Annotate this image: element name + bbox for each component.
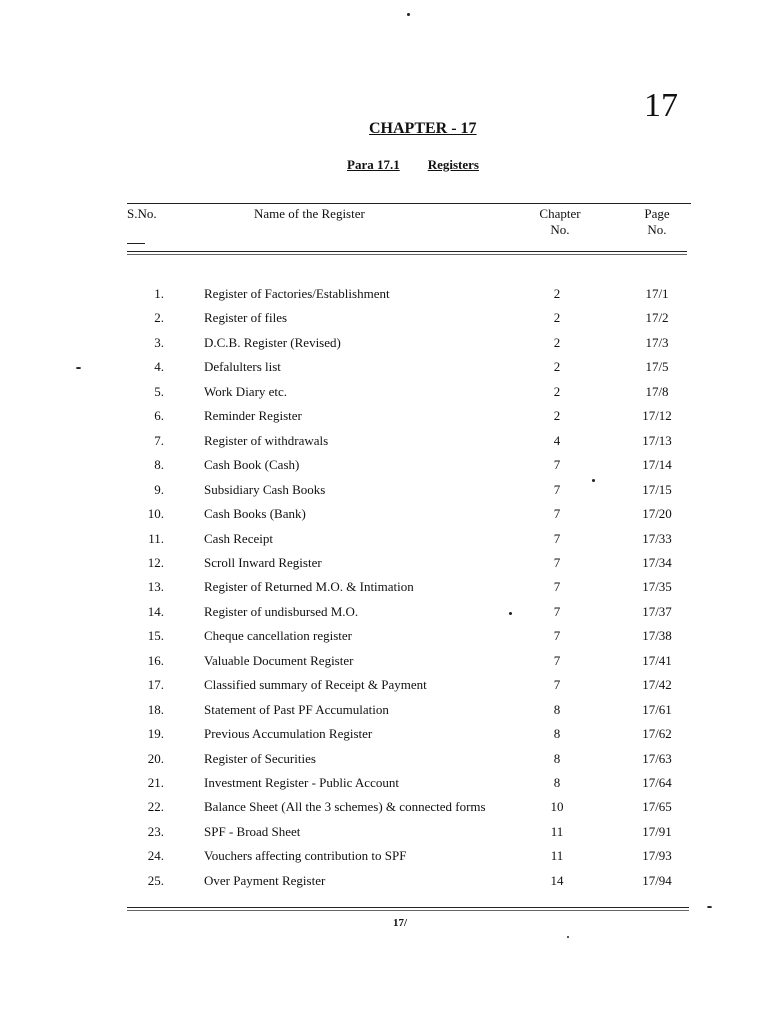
row-sno: 19. bbox=[147, 726, 164, 742]
table-row bbox=[0, 579, 768, 603]
row-register-name: Subsidiary Cash Books bbox=[204, 481, 326, 497]
row-page-no: 17/3 bbox=[645, 334, 669, 350]
table-row bbox=[0, 408, 768, 432]
row-sno: 11. bbox=[148, 530, 164, 546]
row-chapter-no: 11 bbox=[550, 823, 564, 839]
row-sno: 4. bbox=[154, 359, 164, 375]
row-register-name: Cash Book (Cash) bbox=[204, 457, 300, 473]
row-sno: 14. bbox=[147, 603, 164, 619]
row-register-name: Over Payment Register bbox=[204, 872, 326, 888]
row-page-no: 17/91 bbox=[642, 823, 672, 839]
table-row bbox=[0, 775, 768, 799]
row-chapter-no: 14 bbox=[550, 872, 564, 888]
para-number: Para 17.1 bbox=[347, 157, 400, 172]
row-register-name: Register of Factories/Establishment bbox=[204, 286, 390, 301]
row-sno: 12. bbox=[147, 554, 164, 570]
row-chapter-no: 7 bbox=[553, 579, 561, 595]
table-row bbox=[0, 384, 768, 408]
row-register-name: Register of undisbursed M.O. bbox=[204, 603, 359, 619]
table-bottom-rule-2 bbox=[127, 910, 689, 911]
row-register-name: Investment Register - Public Account bbox=[204, 775, 399, 790]
header-page-line2: No. bbox=[647, 222, 667, 237]
row-chapter-no: 7 bbox=[553, 457, 561, 473]
row-chapter-no: 4 bbox=[553, 432, 561, 448]
table-row bbox=[0, 702, 768, 726]
header-page-line1: Page bbox=[644, 206, 670, 221]
row-sno: 9. bbox=[154, 481, 164, 497]
header-chapter bbox=[527, 206, 593, 238]
row-page-no: 17/12 bbox=[642, 408, 672, 424]
scan-speck bbox=[592, 479, 595, 482]
row-chapter-no: 2 bbox=[553, 334, 561, 350]
row-page-no: 17/93 bbox=[642, 848, 672, 864]
table-row bbox=[0, 848, 768, 872]
row-page-no: 17/64 bbox=[642, 775, 672, 790]
row-chapter-no: 10 bbox=[550, 799, 564, 815]
row-page-no: 17/5 bbox=[645, 359, 669, 375]
row-sno: 5. bbox=[154, 383, 164, 399]
row-register-name: Register of Securities bbox=[204, 750, 316, 766]
para-title: Registers bbox=[427, 157, 479, 172]
row-register-name: Reminder Register bbox=[204, 408, 302, 424]
table-row bbox=[0, 335, 768, 359]
row-sno: 6. bbox=[154, 408, 164, 424]
table-row bbox=[0, 726, 768, 750]
table-bottom-rule bbox=[127, 907, 689, 908]
row-page-no: 17/13 bbox=[642, 432, 672, 448]
header-bottom-rule bbox=[127, 251, 687, 252]
row-page-no: 17/20 bbox=[642, 506, 672, 522]
row-sno: 21. bbox=[147, 775, 164, 790]
row-chapter-no: 7 bbox=[553, 506, 561, 522]
table-row bbox=[0, 653, 768, 677]
row-sno: 23. bbox=[147, 823, 164, 839]
table-row bbox=[0, 531, 768, 555]
table-row bbox=[0, 604, 768, 628]
header-sno: S.No. bbox=[127, 206, 157, 221]
row-chapter-no: 8 bbox=[553, 750, 561, 766]
row-page-no: 17/34 bbox=[642, 554, 672, 570]
table-top-rule bbox=[127, 203, 691, 204]
row-chapter-no: 7 bbox=[553, 554, 561, 570]
row-page-no: 17/94 bbox=[642, 872, 672, 888]
row-page-no: 17/15 bbox=[642, 481, 672, 497]
row-chapter-no: 7 bbox=[553, 652, 561, 668]
row-page-no: 17/33 bbox=[642, 530, 672, 546]
row-register-name: Cash Books (Bank) bbox=[204, 506, 306, 522]
row-register-name: Valuable Document Register bbox=[204, 652, 354, 668]
table-row bbox=[0, 286, 768, 310]
page-number: 17 bbox=[644, 87, 678, 124]
row-page-no: 17/62 bbox=[642, 726, 672, 742]
table-row bbox=[0, 506, 768, 530]
header-name: Name of the Register bbox=[254, 206, 365, 221]
scan-speck bbox=[707, 906, 712, 908]
row-register-name: Previous Accumulation Register bbox=[204, 726, 373, 742]
header-bottom-rule-2 bbox=[127, 254, 687, 255]
row-chapter-no: 7 bbox=[553, 481, 561, 497]
row-sno: 15. bbox=[147, 628, 164, 644]
row-register-name: Statement of Past PF Accumulation bbox=[204, 701, 389, 717]
row-chapter-no: 7 bbox=[553, 677, 561, 693]
row-page-no: 17/1 bbox=[645, 286, 669, 301]
row-sno: 22. bbox=[147, 799, 164, 815]
footer-page-label: 17/ bbox=[392, 917, 408, 929]
header-chapter-line1: Chapter bbox=[539, 206, 581, 221]
row-register-name: D.C.B. Register (Revised) bbox=[204, 334, 341, 350]
row-register-name: SPF - Broad Sheet bbox=[204, 823, 301, 839]
row-sno: 18. bbox=[147, 701, 164, 717]
scan-speck bbox=[407, 13, 410, 16]
row-chapter-no: 8 bbox=[553, 775, 561, 790]
row-chapter-no: 7 bbox=[553, 628, 561, 644]
row-chapter-no: 11 bbox=[550, 848, 564, 864]
scan-speck bbox=[76, 367, 81, 369]
table-row bbox=[0, 751, 768, 775]
row-register-name: Scroll Inward Register bbox=[204, 554, 322, 570]
scan-speck bbox=[509, 612, 512, 615]
table-row bbox=[0, 628, 768, 652]
row-sno: 24. bbox=[147, 848, 164, 864]
table-row bbox=[0, 873, 768, 897]
row-page-no: 17/65 bbox=[642, 799, 672, 815]
row-sno: 13. bbox=[147, 579, 164, 595]
row-chapter-no: 2 bbox=[553, 359, 561, 375]
row-chapter-no: 2 bbox=[553, 286, 561, 301]
table-row bbox=[0, 824, 768, 848]
row-chapter-no: 7 bbox=[553, 603, 561, 619]
table-row bbox=[0, 555, 768, 579]
scan-speck bbox=[567, 936, 569, 938]
row-register-name: Balance Sheet (All the 3 schemes) & connected forms bbox=[204, 799, 486, 815]
row-page-no: 17/38 bbox=[642, 628, 672, 644]
table-row bbox=[0, 799, 768, 823]
row-page-no: 17/41 bbox=[642, 652, 672, 668]
table-row bbox=[0, 482, 768, 506]
row-sno: 3. bbox=[154, 334, 164, 350]
row-page-no: 17/8 bbox=[645, 383, 669, 399]
row-sno: 10. bbox=[147, 506, 164, 522]
table-row bbox=[0, 677, 768, 701]
row-chapter-no: 2 bbox=[553, 408, 561, 424]
row-page-no: 17/37 bbox=[642, 603, 672, 619]
row-chapter-no: 8 bbox=[553, 701, 561, 717]
table-row bbox=[0, 457, 768, 481]
row-register-name: Classified summary of Receipt & Payment bbox=[204, 677, 427, 693]
para-heading bbox=[347, 157, 479, 173]
row-page-no: 17/63 bbox=[642, 750, 672, 766]
row-sno: 20. bbox=[147, 750, 164, 766]
row-register-name: Work Diary etc. bbox=[204, 383, 288, 399]
header-dash bbox=[127, 243, 145, 244]
row-register-name: Register of Returned M.O. & Intimation bbox=[204, 579, 414, 595]
row-page-no: 17/61 bbox=[642, 701, 672, 717]
row-sno: 16. bbox=[147, 652, 164, 668]
row-page-no: 17/42 bbox=[642, 677, 672, 693]
row-sno: 25. bbox=[147, 872, 164, 888]
row-sno: 2. bbox=[154, 310, 164, 326]
row-register-name: Cheque cancellation register bbox=[204, 628, 352, 644]
header-page bbox=[630, 206, 684, 238]
row-register-name: Register of files bbox=[204, 310, 288, 326]
table-row bbox=[0, 310, 768, 334]
row-sno: 1. bbox=[154, 286, 164, 301]
row-chapter-no: 7 bbox=[553, 530, 561, 546]
row-register-name: Register of withdrawals bbox=[204, 432, 329, 448]
row-chapter-no: 2 bbox=[553, 383, 561, 399]
row-page-no: 17/35 bbox=[642, 579, 672, 595]
row-register-name: Cash Receipt bbox=[204, 530, 273, 546]
row-register-name: Vouchers affecting contribution to SPF bbox=[204, 848, 407, 864]
row-page-no: 17/2 bbox=[645, 310, 669, 326]
row-register-name: Defalulters list bbox=[204, 359, 281, 375]
row-sno: 7. bbox=[154, 432, 164, 448]
row-chapter-no: 2 bbox=[553, 310, 561, 326]
table-row bbox=[0, 359, 768, 383]
row-page-no: 17/14 bbox=[642, 457, 672, 473]
row-sno: 8. bbox=[154, 457, 164, 473]
row-chapter-no: 8 bbox=[553, 726, 561, 742]
table-row bbox=[0, 433, 768, 457]
header-chapter-line2: No. bbox=[550, 222, 570, 237]
row-sno: 17. bbox=[147, 677, 164, 693]
chapter-title: CHAPTER - 17 bbox=[369, 120, 477, 137]
